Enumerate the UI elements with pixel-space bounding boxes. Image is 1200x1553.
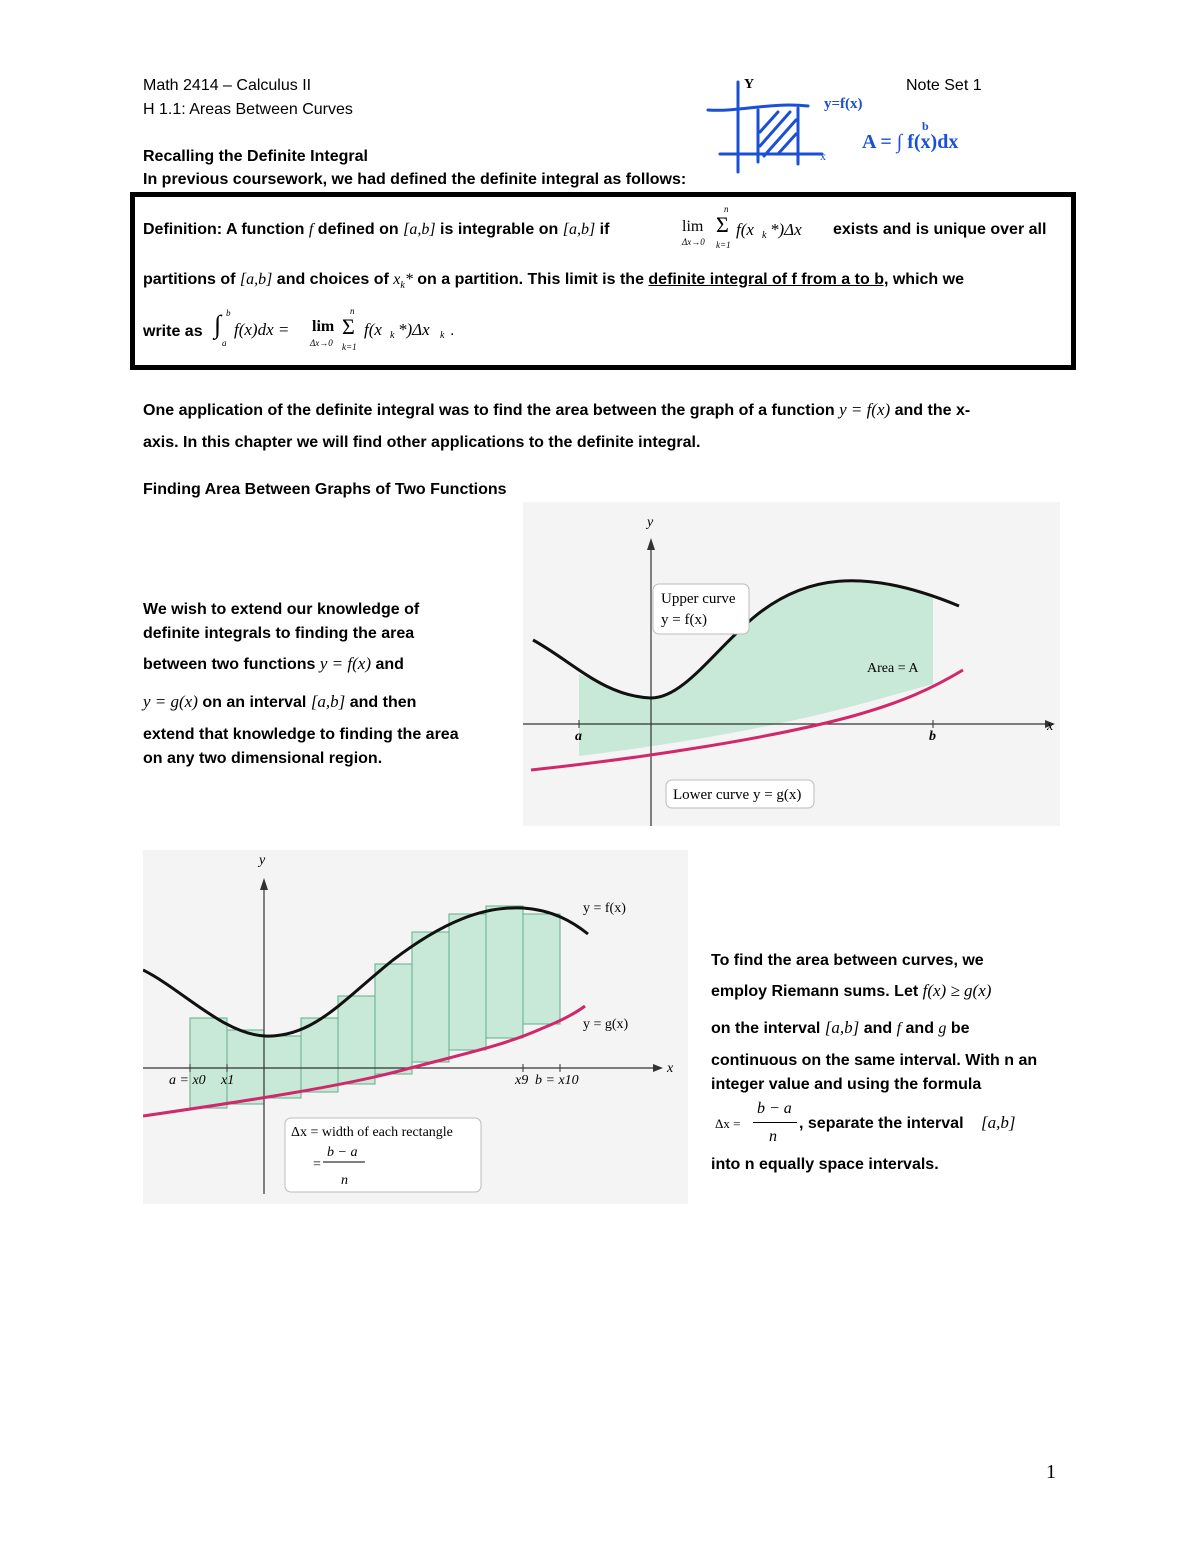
riemann-rectangle — [412, 932, 449, 1062]
figure-area-between-curves — [523, 502, 1060, 826]
upper-box-line-2: y = f(x) — [661, 612, 707, 628]
recall-subtitle: In previous coursework, we had defined the definite integral as follows: — [143, 171, 687, 188]
riemann-rectangle — [449, 914, 486, 1050]
page-number: 1 — [1046, 1461, 1056, 1483]
fig2-g-label: y = g(x) — [583, 1017, 629, 1032]
finding-line-2: definite integrals to finding the area — [143, 625, 415, 642]
application-line-1: One application of the definite integral was to find the area between the graph of a function y = f(x) and the x- — [143, 400, 971, 419]
riemann-line-3: on the interval [a,b] and f and g be — [711, 1018, 970, 1037]
area-label: Area = A — [867, 661, 919, 676]
upper-box-line-1: Upper curve — [661, 591, 736, 607]
figure-riemann-rectangles — [143, 850, 688, 1204]
finding-line-3: between two functions y = f(x) and — [143, 654, 404, 673]
riemann-rectangle — [523, 914, 560, 1024]
section-title: H 1.1: Areas Between Curves — [143, 101, 353, 118]
fig1-b-label: b — [929, 729, 936, 744]
finding-line-5: extend that knowledge to finding the area — [143, 726, 459, 743]
riemann-rectangle — [264, 1036, 301, 1098]
fig2-f-label: y = f(x) — [583, 901, 626, 916]
sketch-y-label: Y — [744, 77, 755, 92]
dx-fraction-bar — [753, 1122, 797, 1123]
fig1-x-label: x — [1047, 719, 1054, 734]
fig2-x1-label: x1 — [221, 1073, 235, 1088]
fig2-a-label: a = x0 — [169, 1073, 206, 1088]
recall-title: Recalling the Definite Integral — [143, 148, 368, 165]
fig2-x9-label: x9 — [515, 1073, 529, 1088]
riemann-rectangle — [227, 1030, 264, 1104]
y-axis-arrow — [647, 538, 655, 550]
riemann-rectangle — [486, 906, 523, 1038]
lower-box-label: Lower curve y = g(x) — [673, 787, 802, 803]
fig1-y-label: y — [647, 515, 654, 530]
definition-line-2: partitions of [a,b] and choices of $x_k*$ on a partition. This limit is the definite integral of f from a to b, which we — [143, 271, 964, 292]
sketch-upper-limit: b — [922, 119, 929, 133]
riemann-line-6: Δx = b − a n , separate the interval [a,b] — [715, 1100, 1016, 1145]
delta-x-box-numerator: b − a — [327, 1145, 358, 1160]
handwritten-sketch — [700, 72, 1010, 177]
riemann-rectangle — [338, 996, 375, 1084]
finding-title: Finding Area Between Graphs of Two Functions — [143, 481, 507, 498]
course-title: Math 2414 – Calculus II — [143, 77, 312, 94]
finding-line-1: We wish to extend our knowledge of — [143, 601, 420, 618]
delta-x-box-denominator: n — [341, 1173, 348, 1188]
definition-line-3: write as — [143, 323, 203, 340]
sketch-curve-label: y=f(x) — [824, 96, 863, 112]
y-axis-arrow — [260, 878, 268, 890]
delta-x-box-line-1: Δx = width of each rectangle — [291, 1125, 453, 1140]
fig2-y-label: y — [259, 853, 266, 868]
riemann-line-2: employ Riemann sums. Let f(x) ≥ g(x) — [711, 981, 992, 1000]
riemann-line-4: continuous on the same interval. With n an — [711, 1052, 1038, 1069]
note-set-label: Note Set 1 — [906, 77, 982, 94]
sketch-x-label: x — [820, 149, 826, 163]
sketch-formula: A = ∫ f(x)dx — [862, 131, 959, 153]
definition-line-1: Definition: A function f defined on [a,b] is integrable on [a,b] if — [143, 221, 610, 238]
fig1-a-label: a — [575, 729, 582, 744]
application-line-2: axis. In this chapter we will find other applications to the definite integral. — [143, 434, 701, 451]
riemann-line-5: integer value and using the formula — [711, 1076, 982, 1093]
fig2-x-label: x — [667, 1061, 674, 1076]
riemann-rectangle — [190, 1018, 227, 1108]
fig2-b-label: b = x10 — [535, 1073, 579, 1088]
riemann-rectangle — [375, 964, 412, 1074]
delta-x-box-equals: = — [313, 1157, 321, 1172]
riemann-line-7: into n equally space intervals. — [711, 1156, 939, 1173]
finding-line-6: on any two dimensional region. — [143, 750, 383, 767]
riemann-rectangle — [301, 1018, 338, 1092]
x-axis-arrow — [653, 1064, 663, 1072]
definite-integral-expression: ∫ b a f(x)dx = lim Δx→0 n Σ k=1 f(x k *)Δx k . — [214, 306, 455, 352]
finding-line-4: y = g(x) on an interval [a,b] and then — [143, 692, 417, 711]
riemann-line-1: To find the area between curves, we — [711, 952, 984, 969]
limit-sum-expression-1: lim Δx→0 n Σ k=1 f(x k *)Δx — [682, 204, 802, 250]
definition-line-1-end: exists and is unique over all — [833, 221, 1047, 238]
